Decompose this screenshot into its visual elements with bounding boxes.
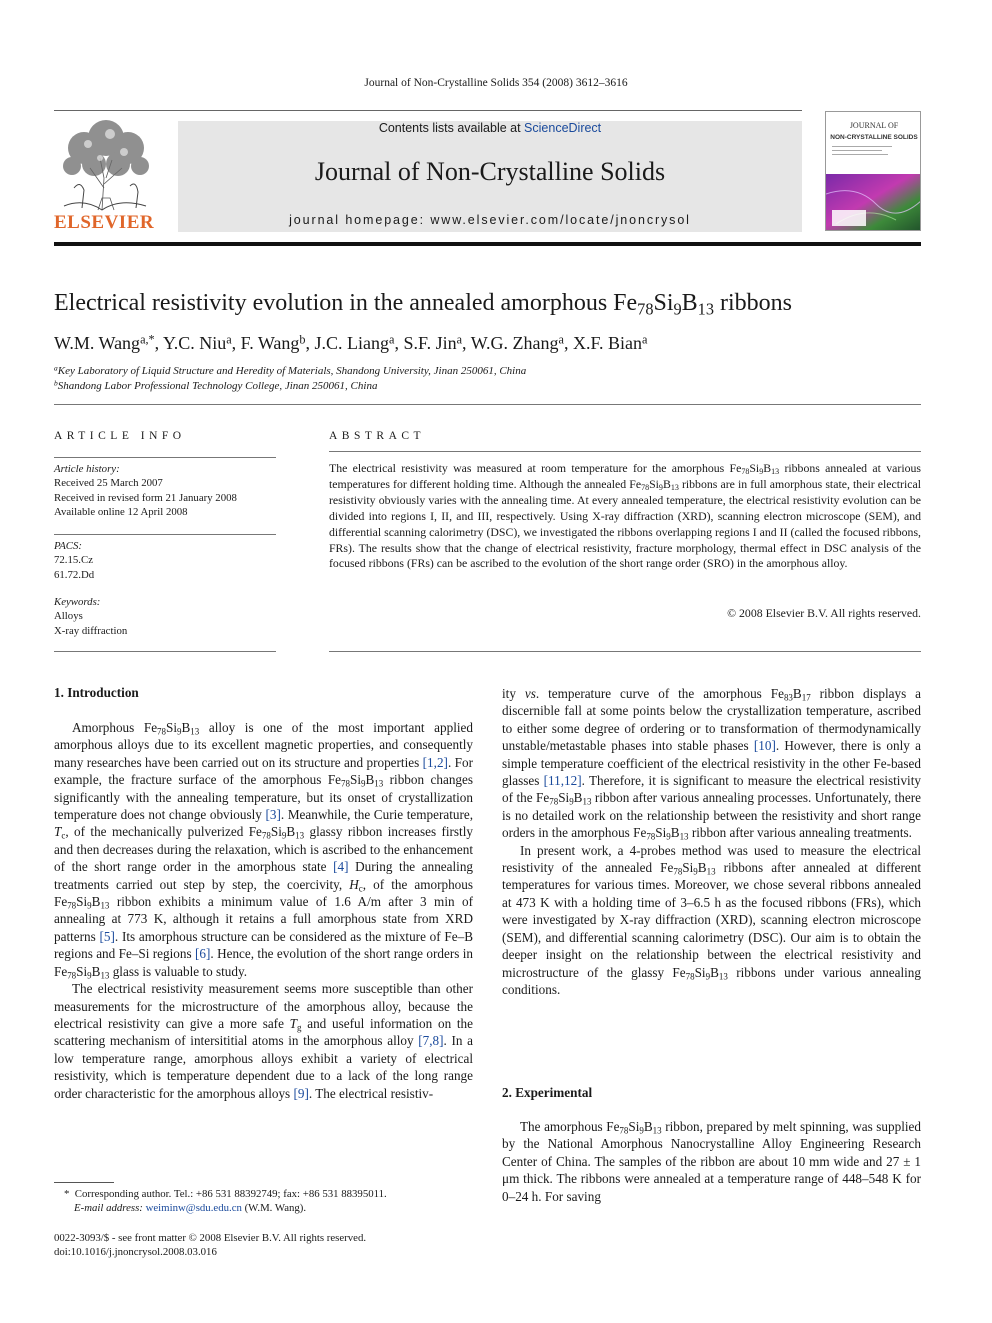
keyword[interactable]: X-ray diffraction	[54, 624, 128, 637]
author-list: W.M. Wang$^{a,*}$, Y.C. Niu$^a$, F. Wang$^b$, J.C. Liang$^a$, S.F. Jin$^a$, W.G. Zhang$^a$, X.F. Bian$^a$	[54, 332, 648, 353]
article-info-heading: ARTICLE INFO	[54, 430, 186, 442]
keyword[interactable]: Alloys	[54, 610, 83, 623]
affiliations	[54, 364, 921, 393]
citation-link[interactable]: [6]	[195, 946, 211, 962]
citation-link[interactable]: [5]	[99, 928, 115, 944]
paragraph: The amorphous $Fe_{78}Si_9B_{13}$ ribbon, prepared by melt spinning, was supplied by the National Amorphous Nanocrystalline Alloy Engineering Research Center of China. The samples of the ribbon are about 10 mm wide and 27 ± 1 μm thick. The ribbons were annealed at a temperature range of 448–548 K for 0–24 h. For saving	[502, 1119, 921, 1204]
paragraph: Amorphous $Fe_{78}Si_9B_{13}$ alloy is one of the most important applied amorphous alloys due to its excellent magnetic properties, and consequently many researches have been carried out on its structure and properties [1,2]. For example, the fracture surface of the amorphous $Fe_{78}Si_9B_{13}$ ribbon changes significantly with the annealing temperature, but its onset of crystallization temperature does not change obviously [3]. Meanwhile, the Curie temperature, $T_c$, of the mechanically pulverized $Fe_{78}Si_9B_{13}$ glassy ribbon increases firstly and then decreases during the relaxation, which is ascribed to the enhancement of the short range order in the amorphous state [4] During the annealing treatments carried out step by step, the coercivity, $H_c$, of the amorphous $Fe_{78}Si_9B_{13}$ ribbon exhibits a minimum value of 1.6 A/m after 3 min of annealing at 773 K, although it retains a full amorphous state from XRD patterns [5]. Its amorphous structure can be considered as the mixture of Fe–B regions and Fe–Si regions [6]. Hence, the evolution of the short range orders in $Fe_{78}Si_9B_{13}$ glass is valuable to study.	[54, 720, 474, 981]
paragraph: The electrical resistivity measurement seems more susceptible than other measurements for the microstructure of the amorphous alloy, because the electrical resistivity can give a more safe $T_g$ and useful information on the scattering mechanism of intersititial atoms in the amorphous alloy [7,8]. In a low temperature range, amorphous alloys exhibit a variety of electrical resistivity, which is temperature dependent due to a lack of the long range order characteristic for the amorphous alloys [9]. The electrical resistiv-	[54, 981, 474, 1101]
cover-image-icon	[826, 174, 921, 231]
journal-cover[interactable]	[825, 111, 921, 231]
author[interactable]: W.G. Zhang$^a$	[470, 332, 564, 353]
keywords-block: Keywords: Alloys X-ray diffraction	[54, 595, 276, 638]
cover-title-line1: JOURNAL OF	[849, 121, 899, 130]
affiliation-rule	[54, 404, 921, 405]
introduction-body-continued	[502, 685, 921, 998]
author[interactable]: J.C. Liang$^a$	[314, 332, 395, 353]
header-rule	[54, 110, 802, 111]
article-history: Article history: Received 25 March 2007 Received in revised form 21 January 2008 Available online 12 April 2008	[54, 463, 237, 518]
citation-link[interactable]: [3]	[265, 807, 281, 823]
elsevier-logo[interactable]	[54, 118, 156, 234]
elsevier-tree-icon	[54, 118, 156, 214]
author[interactable]: Y.C. Niu$^a$	[163, 332, 232, 353]
journal-name: Journal of Non-Crystalline Solids	[314, 157, 666, 186]
introduction-body	[54, 719, 473, 1102]
author[interactable]: X.F. Bian$^a$	[572, 332, 648, 353]
citation-link[interactable]: [1,2]	[422, 754, 448, 770]
email-link[interactable]: weiminw@sdu.edu.cn	[145, 1202, 242, 1215]
section-heading-introduction: 1. Introduction	[54, 685, 139, 700]
citation-link[interactable]: [10]	[753, 738, 776, 754]
cover-title-line2: NON-CRYSTALLINE SOLIDS	[830, 134, 918, 141]
citation-link[interactable]: [11,12]	[543, 773, 582, 789]
pacs-block: PACS: 72.15.Cz 61.72.Dd	[54, 540, 95, 581]
citation-link[interactable]: [9]	[293, 1085, 309, 1101]
elsevier-wordmark: ELSEVIER	[54, 212, 155, 233]
author[interactable]: W.M. Wang$^{a,*}$	[54, 332, 155, 353]
experimental-body	[502, 1118, 921, 1205]
abstract-heading: ABSTRACT	[329, 430, 426, 442]
affiliation: $^b$Shandong Labor Professional Technology College, Jinan 250061, China	[54, 378, 378, 392]
journal-banner	[178, 121, 802, 232]
author[interactable]: F. Wang$^b$	[240, 332, 306, 353]
doi-link[interactable]: doi:10.1016/j.jnoncrysol.2008.03.016	[54, 1246, 217, 1259]
header-thick-rule	[54, 242, 921, 246]
citation-link[interactable]: [4]	[333, 859, 349, 875]
affiliation: $^a$Key Laboratory of Liquid Structure and Heredity of Materials, Shandong University, Jinan 250061, China	[54, 363, 527, 377]
footnote: * Corresponding author. Tel.: +86 531 88392749; fax: +86 531 88395011. E-mail address: weiminw@sdu.edu.cn (W.M. Wang).	[64, 1188, 387, 1215]
citation-link[interactable]: [7,8]	[418, 1033, 444, 1049]
author[interactable]: S.F. Jin$^a$	[403, 332, 463, 353]
article-title: Electrical resistivity evolution in the annealed amorphous $Fe_{78}Si_9B_{13}$ ribbons	[54, 290, 792, 319]
abstract-body: The electrical resistivity was measured at room temperature for the amorphous $Fe_{78}Si_9B_{13}$ ribbons annealed at various temperatures for different holding time. Although the annealed $Fe_{78}Si_9B_{13}$ ribbons are in full amorphous state, their electrical resistivity obviously varies with the annealing time. At every annealed temperature, the electrical resistivity evolution can be divided into regions I, II, and III, respectively. Using X-ray diffraction (XRD), scanning electron microscope (SEM), and differential scanning calorimetry (DSC), we investigated the ribbons overlapping regions I and II (called the focused ribbons, FRs). The results show that the change of electrical resistivity, fracture morphology, thermal effect in DSC analysis of the focused ribbons (FRs) can be ascribed to the evolution of the short range order (SRO) in the amorphous alloy.	[329, 461, 921, 571]
section-heading-experimental: 2. Experimental	[502, 1085, 593, 1100]
contents-line: Contents lists available at ScienceDirect	[378, 121, 602, 135]
footnote-mark: *	[64, 1188, 75, 1200]
sciencedirect-link[interactable]: ScienceDirect	[524, 121, 602, 135]
paragraph: In present work, a 4-probes method was used to measure the electrical resistivity of the annealed $Fe_{78}Si_9B_{13}$ ribbons after annealed at different temperatures for various times. Moreover, we chose several ribbons annealed at 473 K with a holding time of 3–6.5 h as the focused ribbons (FRs), which were investigated by X-ray diffraction (XRD), scanning electron microscope (SEM), and differential scanning calorimetry (DSC). Our aim is to obtain the deeper insight on the relationship between the electrical resistivity and microstructure of the glassy $Fe_{78}Si_9B_{13}$ ribbons under various annealing conditions.	[502, 842, 921, 997]
journal-citation: Journal of Non-Crystalline Solids 354 (2008) 3612–3616	[364, 77, 628, 89]
front-matter: 0022-3093/$ - see front matter © 2008 Elsevier B.V. All rights reserved. doi:10.1016/j.jnoncrysol.2008.03.016	[54, 1231, 554, 1259]
abstract-copyright: © 2008 Elsevier B.V. All rights reserved.	[727, 606, 921, 620]
paragraph: ity vs. temperature curve of the amorphous $Fe_{83}B_{17}$ ribbon displays a discernible fall at some points below the crystallization temperature, ascribed to either some degree of ordering or to transformation of thermodynamically unstable/metastable phases into stable phases [10]. However, there is only a simple temperature coefficient of the electrical resistivity in the other Fe-based glasses [11,12]. Therefore, it is significant to measure the electrical resistivity of the $Fe_{78}Si_9B_{13}$ ribbon after various annealing processes. Unfortunately, there is no detailed work on the relationship between the resistivity and short range orders in the amorphous $Fe_{78}Si_9B_{13}$ ribbon after various annealing treatments.	[502, 686, 921, 842]
journal-homepage[interactable]: journal homepage: www.elsevier.com/locate/jnoncrysol	[289, 213, 691, 227]
